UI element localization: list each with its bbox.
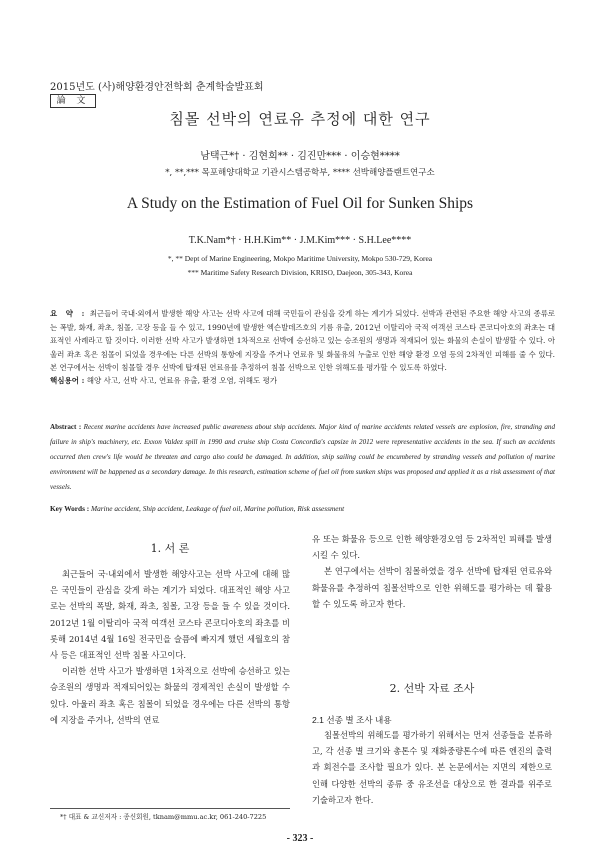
corresponding-author-footnote: *† 대표 & 교신저자 : 종신회원, tknam@mmu.ac.kr, 061-240-7225 — [60, 813, 267, 821]
korean-keywords — [50, 375, 277, 386]
paragraph: 침몰선박의 위해도를 평가하기 위해서는 먼저 선종들을 분류하고, 각 선종 별 크기와 총톤수 및 재화중량톤수에 따른 엔진의 출력과 회전수를 조사할 필요가 있다. 본 논문에서는 지면의 제한으로 인해 다양한 선박의 종류 중 유조선을 대상으로 한 결과를 위주로 기술하고자 한다. — [312, 730, 552, 805]
paragraph: 유 또는 화물유 등으로 인한 해양환경오염 등 2차적인 피해를 발생시킬 수 있다. — [312, 534, 552, 561]
subsection-heading: 2.1 선종 별 조사 내용 — [312, 715, 392, 725]
korean-abstract-text: 최근들어 국내·외에서 발생한 해양 사고는 선박 사고에 대해 국민들이 관심을 갖게 하는 계기가 되었다. 선박과 관련된 주요한 해양 사고의 종류로는 폭발, 화재, 좌초, 침몰, 고장 등을 들 수 있고, 1990년에 발생한 엑슨발데즈호의 기름 유출, 2012년 이탈리아 국적 여객선 코스타 콘코디아호의 좌초는 대표적인 사례라고 할 것이다. 이러한 선박 사고가 발생하면 1차적으로 선박에 승선하고 있는 승조원의 생명과 적재되어 있는 화물의 손실이 발생할 수 있다. 아울러 좌초 혹은 침몰이 되었을 경우에는 다른 선박의 통항에 지장을 주거나 연료유 및 화물유의 누출로 인한 해양 환경 오염 등의 2차적인 피해를 줄 수 있다. 본 연구에서는 선박이 침몰할 경우 선박에 탑재된 연료유를 추정하여 침몰 선박으로 인한 위해도를 평가할 수 있도록 하였다. — [50, 309, 555, 373]
korean-abstract — [50, 307, 555, 375]
paragraph: 본 연구에서는 선박이 침몰하였을 경우 선박에 탑재된 연료유와 화물유를 추정하여 침몰선박으로 인한 위해도를 평가하는 데 활용할 수 있도록 하고자 한다. — [312, 566, 552, 609]
korean-title: 침몰 선박의 연료유 추정에 대한 연구 — [169, 110, 431, 128]
english-keywords — [50, 504, 344, 513]
english-abstract-text: Recent marine accidents have increased public awareness about ship accidents. Major kind of marine accidents related vessels are explosion, fire, stranding and failure in ship's machinery, etc. Exxon Valdez spill in 1990 and cruise ship Costa Concordia's capsize in 2012 were representative accidents in the sea. If such an accidents occurred then crew's life would be threaten and cargo also could be damaged. In addition, ship sailing could be encumbered by stranding vessels and pollution of marine environment will be happened as a secondary damage. In this research, estimation scheme of fuel oil from sunken ships was proposed and applied it as a risk assessment of that vessels. — [50, 423, 555, 491]
english-affiliation-2: *** Maritime Safety Research Division, KRISO, Daejeon, 305-343, Korea — [187, 268, 413, 277]
korean-authors: 남택근*† · 김현희** · 김진만*** · 이승현**** — [200, 151, 400, 162]
paragraph: 최근들어 국·내외에서 발생한 해양사고는 선박 사고에 대해 많은 국민들이 관심을 갖게 하는 계기가 되었다. 대표적인 해양 사고로는 선박의 폭발, 화재, 좌초, 침몰, 고장 등을 들 수 있을 것이다. 2012년 1월 이탈리아 국적 여객선 코스타 콘코디아호의 좌초를 비롯해 2014년 4월 16일 전국민을 슬픔에 빠지게 했던 세월호의 참사 등은 대표적인 선박 침몰 사고이다. — [50, 569, 290, 661]
paragraph: 이러한 선박 사고가 발생하면 1차적으로 선박에 승선하고 있는 승조원의 생명과 적재되어있는 화물의 경제적인 손실이 발생할 수 있다. 아울러 좌초 혹은 침몰이 되었을 경우에는 다른 선박의 통항에 지장을 주거나, 선박의 연료 — [50, 666, 290, 725]
korean-abstract-label: 요 약 : — [50, 309, 88, 318]
conference-header: 2015년도 (사)해양환경안전학회 춘계학술발표회 — [50, 82, 264, 93]
english-affiliation-1: *, ** Dept of Marine Engineering, Mokpo Maritime University, Mokpo 530-729, Korea — [167, 254, 433, 263]
left-column-body — [50, 566, 290, 728]
section2-body — [312, 727, 552, 808]
footnote-rule — [50, 808, 290, 809]
english-keywords-text: Marine accident, Ship accident, Leakage of fuel oil, Marine pollution, Risk assessment — [91, 504, 345, 513]
english-abstract-label: Abstract : — [50, 423, 82, 431]
english-title: A Study on the Estimation of Fuel Oil for Sunken Ships — [126, 195, 474, 212]
article-type-tag: 論 文 — [50, 94, 96, 108]
page-number: - 323 - — [286, 833, 314, 844]
section-heading-introduction: 1. 서 론 — [150, 542, 190, 555]
korean-affiliation: *, **,*** 목포해양대학교 기관시스템공학부, **** 선박해양플랜트연구소 — [165, 168, 435, 178]
english-authors: T.K.Nam*† · H.H.Kim** · J.M.Kim*** · S.H.Lee**** — [188, 235, 412, 246]
right-column-body — [312, 531, 552, 612]
english-keywords-label: Key Words : — [50, 504, 90, 513]
section-heading-ship-data: 2. 선박 자료 조사 — [389, 682, 475, 695]
korean-keywords-text: 해양 사고, 선박 사고, 연료유 유출, 환경 오염, 위해도 평가 — [86, 376, 278, 385]
korean-keywords-label: 핵심용어 : — [50, 376, 85, 385]
english-abstract — [50, 420, 555, 495]
